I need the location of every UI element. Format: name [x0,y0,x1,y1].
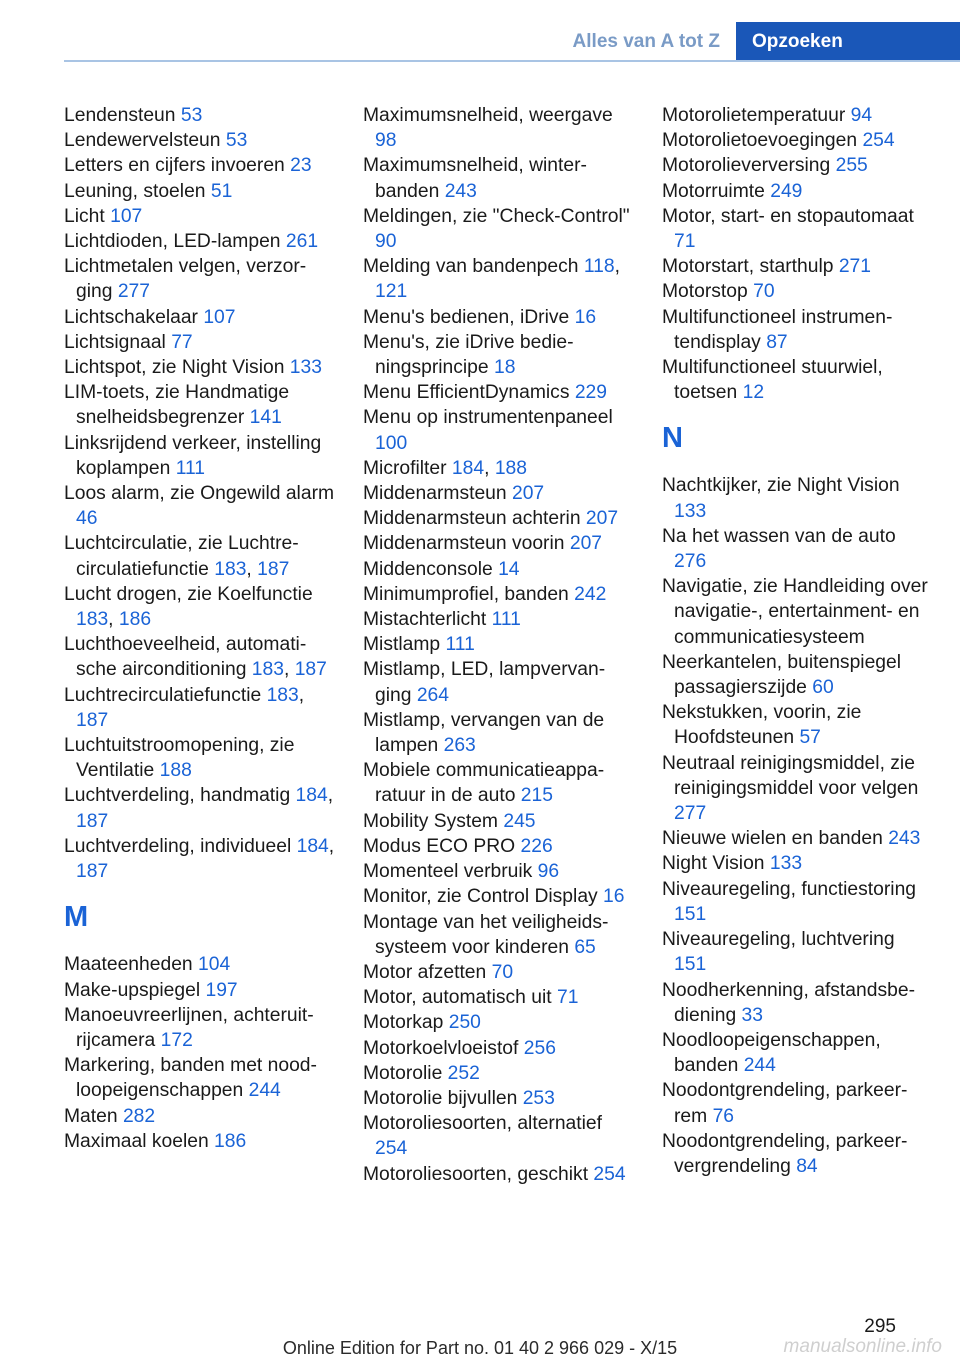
page-reference-link[interactable]: 90 [375,231,397,253]
index-entry [64,128,336,153]
index-entry-term: Lendewervelsteun [64,130,226,152]
index-entry-term: Multifunctioneel stuurwiel, toetsen [662,357,883,404]
index-entry [662,826,932,851]
index-entry [363,1162,635,1187]
index-entry-term: Luchtcirculatie, zie Luchtrecirculatiefunctie [64,533,299,580]
index-ref-separator: , [298,684,305,706]
index-entry-term: Niveauregeling, luchtvering [662,929,895,951]
index-entry-term: Motorstop [662,281,754,303]
index-entry [64,355,336,380]
index-entry-term: Noodloopeigenschappen, banden [662,1029,881,1077]
index-entry [363,1010,635,1035]
index-ref-separator: , [108,609,119,631]
page-reference-link[interactable]: 253 [522,1087,555,1109]
index-entry [363,531,635,556]
page-reference-link[interactable]: 12 [742,382,765,404]
page-reference-link[interactable]: 229 [574,382,607,404]
index-entry-term: Luchtuitstroomopening, zie Ventilatie [64,735,295,782]
index-column-3 [662,103,932,1179]
index-entry [64,330,336,355]
page-reference-link[interactable]: 107 [203,306,236,328]
index-entry-term: Middenarmsteun achterin [363,508,586,530]
page-reference-link[interactable]: 104 [198,954,231,976]
page-reference-link[interactable]: 226 [520,835,553,857]
index-entry-term: Motorkap [363,1012,449,1034]
index-entry-term: Maximumsnelheid, weergave [363,105,613,126]
index-entry [662,254,932,279]
index-entry [363,985,635,1010]
page-reference-link[interactable]: 263 [443,735,476,757]
index-entry-term: Linksrijdend verkeer, instelling koplampen [64,432,322,479]
page-reference-link[interactable]: 250 [448,1012,481,1034]
index-entry [64,783,336,833]
index-entry [363,960,635,985]
index-entry-term: Navigatie, zie Handleiding over navigatie-, entertainment- en communicatiesysteem [662,576,928,648]
index-entry [64,582,336,632]
index-entry [64,229,336,254]
page-reference-link[interactable]: 71 [674,231,696,253]
index-entry [662,1078,932,1128]
index-entry [363,657,635,707]
page-reference-link[interactable]: 183 [251,659,284,681]
index-entry-term: Noodherkenning, afstandsbediening [662,979,915,1026]
page-reference-link[interactable]: 243 [444,180,477,202]
index-entry [64,1104,336,1129]
page-number: 295 [864,1316,896,1337]
index-entry-term: Manoeuvreerlijnen, achteruitrijcamera [64,1004,314,1051]
index-ref-separator: , [327,785,334,807]
index-entry [363,456,635,481]
index-entry-term: Menu's bedienen, iDrive [363,306,575,328]
page-reference-link[interactable]: 252 [447,1062,480,1084]
index-entry-term: Noodontgrendeling, parkeervergrendeling [662,1130,908,1177]
index-entry-term: Minimumprofiel, banden [363,583,575,605]
index-entry-term: Motorkoelvloeistof [363,1037,524,1059]
page-reference-link[interactable]: 187 [76,861,109,883]
index-entry [363,834,635,859]
page-reference-link[interactable]: 98 [375,130,397,152]
page-reference-link[interactable]: 207 [569,533,603,555]
index-entry-term: Markering, banden met noodloopeigenschappen [64,1055,317,1102]
index-entry [662,650,932,700]
index-entry-term: Menu EfficientDynamics [363,382,575,404]
index-entry-term: Licht [64,205,111,227]
page-reference-link[interactable]: 243 [888,828,921,850]
index-entry-term: Motoroliesoorten, alternatief [363,1113,603,1135]
index-ref-separator: , [484,457,495,479]
index-entry [662,574,932,650]
index-column-1 [64,103,336,1154]
page-reference-link[interactable]: 87 [766,331,788,353]
index-entry-term: Middenconsole [363,558,499,580]
index-entry-term: Motor, automatisch uit [363,987,557,1009]
page-reference-link[interactable]: 256 [523,1037,556,1059]
page-reference-link[interactable]: 184 [296,835,329,857]
index-entry [363,103,635,153]
page-reference-link[interactable]: 111 [445,634,475,656]
index-entry [64,431,336,481]
index-entry [64,978,336,1003]
page-reference-link[interactable]: 70 [753,281,775,303]
index-entry-term: Luchthoeveelheid, automatische airconditioning [64,634,307,681]
index-entry-term: Motorruimte [662,180,771,202]
page-reference-link[interactable]: 33 [741,1004,763,1026]
page-reference-link[interactable]: 184 [451,457,485,479]
index-entry [64,683,336,733]
page-reference-link[interactable]: 151 [674,903,707,925]
index-entry-term: Mistachterlicht [363,609,492,631]
index-entry-term: Maateenheden [64,954,199,976]
page-reference-link[interactable]: 107 [110,205,143,227]
page-reference-link[interactable]: 282 [122,1105,156,1127]
page-reference-link[interactable]: 111 [491,609,521,631]
index-entry-term: Night Vision [662,853,770,875]
page-reference-link[interactable]: 244 [743,1055,776,1077]
index-entry [64,1003,336,1053]
index-entry [64,834,336,884]
page-reference-link[interactable]: 94 [850,105,873,126]
page-reference-link[interactable]: 183 [214,558,247,580]
page-reference-link[interactable]: 70 [491,961,514,983]
index-entry [64,153,336,178]
index-entry [363,607,635,632]
index-entry [662,153,932,178]
page-reference-link[interactable]: 51 [210,180,233,202]
index-entry-term: Montage van het veiligheidssysteem voor kinderen [363,911,609,958]
index-entry [662,179,932,204]
index-entry-term: Luchtverdeling, individueel [64,835,297,857]
index-entry-term: LIM-toets, zie Handmatige snelheidsbegrenzer [64,382,290,429]
page-reference-link[interactable]: 121 [375,281,408,303]
page-reference-link[interactable]: 207 [511,483,545,505]
index-entry [363,1036,635,1061]
header-section-title: Alles van A tot Z [572,31,720,52]
index-entry-term: Motor afzetten [363,961,492,983]
page-reference-link[interactable]: 188 [159,760,192,782]
page-reference-link[interactable]: 183 [76,609,109,631]
header-divider [64,60,960,62]
page-reference-link[interactable]: 187 [257,558,290,580]
index-entry [363,380,635,405]
index-ref-separator: , [328,835,335,857]
index-entry [363,758,635,808]
index-entry [363,1086,635,1111]
index-entry [363,582,635,607]
index-entry-term: Motorolie [363,1062,448,1084]
page-reference-link[interactable]: 255 [835,155,868,177]
index-entry [662,473,932,523]
index-ref-separator: , [246,558,258,580]
page-header [64,22,960,62]
index-entry [363,153,635,203]
index-entry [662,978,932,1028]
index-entry [662,103,932,128]
index-entry [662,851,932,876]
index-entry [363,859,635,884]
page-reference-link[interactable]: 187 [76,709,109,731]
index-entry [363,708,635,758]
page-reference-link[interactable]: 23 [290,155,312,177]
index-entry [363,405,635,455]
index-entry [363,1061,635,1086]
page-reference-link[interactable]: 249 [770,180,803,202]
index-entry [662,1028,932,1078]
index-ref-separator: , [283,659,295,681]
index-entry [662,305,932,355]
index-entry-term: Mistlamp, vervangen van de lampen [363,709,605,757]
footer-edition-note: Online Edition for Part no. 01 40 2 966 029 - X/15 [282,1338,678,1358]
page-reference-link[interactable]: 184 [295,785,328,807]
index-entry-term: Menu op instrumentenpaneel [363,407,613,429]
index-entry-term: Menu's, zie iDrive bedieningsprincipe [363,331,574,379]
page-reference-link[interactable]: 188 [494,457,527,479]
index-entry-term: Lichtspot, zie Night Vision [64,357,290,379]
page-reference-link[interactable]: 207 [585,508,619,530]
page-reference-link[interactable]: 57 [799,727,821,749]
page-reference-link[interactable]: 276 [674,551,707,573]
page-reference-link[interactable]: 271 [838,256,871,278]
page-reference-link[interactable]: 254 [593,1163,626,1185]
page-reference-link[interactable]: 100 [375,432,408,454]
index-entry [64,733,336,783]
index-entry-term: Motorolietemperatuur [662,105,851,126]
index-letter-heading: M [64,901,89,934]
index-entry-term: Neutraal reinigingsmiddel, zie reinigingsmiddel voor velgen [662,752,919,799]
index-entry [64,254,336,304]
index-entry [662,927,932,977]
page-reference-link[interactable]: 186 [214,1130,247,1152]
page-reference-link[interactable]: 96 [537,861,560,883]
index-entry [363,506,635,531]
page-reference-link[interactable]: 84 [796,1155,818,1177]
index-entry [662,751,932,827]
page-reference-link[interactable]: 53 [225,130,248,152]
page-reference-link[interactable]: 277 [117,281,150,303]
index-entry [64,1053,336,1103]
page-reference-link[interactable]: 65 [574,936,596,958]
page-reference-link[interactable]: 245 [503,810,536,832]
page-reference-link[interactable]: 14 [498,558,520,580]
page-reference-link[interactable]: 151 [674,954,707,976]
index-entry [662,524,932,574]
page-reference-link[interactable]: 133 [674,500,707,522]
page-reference-link[interactable]: 197 [205,979,238,1001]
index-entry [363,330,635,380]
index-entry-term: Neerkantelen, buitenspiegel passagierszijde [662,651,902,699]
index-entry [662,204,932,254]
page-reference-link[interactable]: 254 [375,1138,408,1160]
page-reference-link[interactable]: 141 [249,407,282,429]
page-reference-link[interactable]: 277 [674,803,707,825]
index-entry-term: Mobility System [363,810,504,832]
index-entry-term: Microfilter [363,457,452,479]
page-reference-link[interactable]: 242 [574,583,607,605]
page-reference-link[interactable]: 53 [180,105,203,126]
page-reference-link[interactable]: 261 [285,231,319,253]
index-entry [363,305,635,330]
index-entry-term: Na het wassen van de auto [662,525,896,547]
index-entry [363,910,635,960]
index-entry [662,355,932,405]
index-entry [662,128,932,153]
index-entry-term: Mobiele communicatieapparatuur in de auto [363,760,605,807]
index-entry-term: Motorolie bijvullen [363,1087,523,1109]
index-entry-term: Luchtrecirculatiefunctie [64,684,267,706]
index-entry [363,254,635,304]
index-entry-term: Melding van bandenpech [363,256,584,278]
index-entry-term: Motorolieverversing [662,155,836,177]
page-reference-link[interactable]: 254 [862,130,895,152]
index-entry [363,809,635,834]
page-reference-link[interactable]: 71 [556,987,579,1009]
page-reference-link[interactable]: 186 [118,609,152,631]
page-reference-link[interactable]: 187 [294,659,327,681]
page-reference-link[interactable]: 133 [289,357,322,379]
index-entry [363,204,635,254]
index-entry-term: Multifunctioneel instrumentendisplay [662,306,893,353]
index-entry-term: Niveauregeling, functiestoring [662,878,917,900]
index-entry [363,1111,635,1161]
index-entry-term: Middenarmsteun voorin [363,533,570,555]
index-entry [64,1129,336,1154]
index-entry [363,884,635,909]
index-letter-heading: N [662,422,683,455]
page-reference-link[interactable]: 60 [812,677,834,699]
index-entry-term: Lichtschakelaar [64,306,204,328]
index-entry-term: Lendensteun [64,105,181,126]
index-entry-term: Mistlamp [363,634,446,656]
index-entry-term: Maximaal koelen [64,1130,215,1152]
index-column-2 [363,103,635,1187]
index-entry-term: Nachtkijker, zie Night Vision [662,475,900,497]
header-tab-opzoeken[interactable]: Opzoeken [736,22,960,60]
index-entry [64,380,336,430]
index-entry-term: Lichtsignaal [64,331,172,353]
index-entry [64,179,336,204]
page-reference-link[interactable]: 183 [266,684,299,706]
index-ref-separator: , [614,256,620,278]
index-entry-term: Motorolietoevoegingen [662,130,863,152]
index-entry-term: Nieuwe wielen en banden [662,828,889,850]
index-entry [662,700,932,750]
page-reference-link[interactable]: 264 [416,684,449,706]
index-entry-term: Noodontgrendeling, parkeerrem [662,1080,908,1127]
index-entry [64,531,336,581]
page-reference-link[interactable]: 77 [171,331,193,353]
index-entry [64,952,336,977]
index-entry [363,481,635,506]
page-reference-link[interactable]: 187 [76,810,109,832]
page-reference-link[interactable]: 46 [76,508,98,530]
index-entry-term: Meldingen, zie "Check-Control" [363,205,630,227]
index-entry-term: Nekstukken, voorin, zie Hoofdsteunen [662,702,862,749]
page-reference-link[interactable]: 76 [712,1105,735,1127]
index-entry [64,632,336,682]
page-reference-link[interactable]: 118 [583,256,615,278]
watermark: manualsonline.info [783,1336,942,1357]
index-entry [662,877,932,927]
index-entry [662,279,932,304]
index-entry-term: Loos alarm, zie Ongewild alarm [64,483,335,505]
index-entry-term: Lichtmetalen velgen, verzorging [64,256,307,303]
index-entry [363,632,635,657]
index-entry [662,1129,932,1179]
index-entry-term: Make-upspiegel [64,979,206,1001]
index-entry-term: Maten [64,1105,123,1127]
index-entry-term: Motoroliesoorten, geschikt [363,1163,594,1185]
page-reference-link[interactable]: 16 [574,306,597,328]
index-entry [64,103,336,128]
index-entry [363,557,635,582]
index-entry-term: Monitor, zie Control Display [363,886,604,908]
index-entry-term: Momenteel verbruik [363,861,538,883]
index-entry-term: Leuning, stoelen [64,180,211,202]
index-entry-term: Letters en cijfers invoeren [64,155,291,177]
index-entry [64,481,336,531]
page-reference-link[interactable]: 172 [160,1029,193,1051]
page-reference-link[interactable]: 111 [175,457,205,479]
index-entry-term: Motor, start- en stopautomaat [662,205,914,227]
page-reference-link[interactable]: 244 [248,1080,281,1102]
index-entry-term: Lichtdioden, LED-lampen [64,231,286,253]
page-reference-link[interactable]: 215 [520,785,553,807]
index-entry-term: Middenarmsteun [363,483,512,505]
index-entry-term: Lucht drogen, zie Koelfunctie [64,583,313,605]
index-entry-term: Modus ECO PRO [363,835,521,857]
page-reference-link[interactable]: 16 [603,886,625,908]
index-entry [64,204,336,229]
page-reference-link[interactable]: 133 [769,853,803,875]
index-entry-term: Motorstart, starthulp [662,256,839,278]
index-entry-term: Maximumsnelheid, winterbanden [363,155,587,202]
index-entry [64,305,336,330]
index-entry-term: Luchtverdeling, handmatig [64,785,296,807]
page-reference-link[interactable]: 18 [493,357,516,379]
index-entry-term: Mistlamp, LED, lampvervanging [363,659,606,706]
